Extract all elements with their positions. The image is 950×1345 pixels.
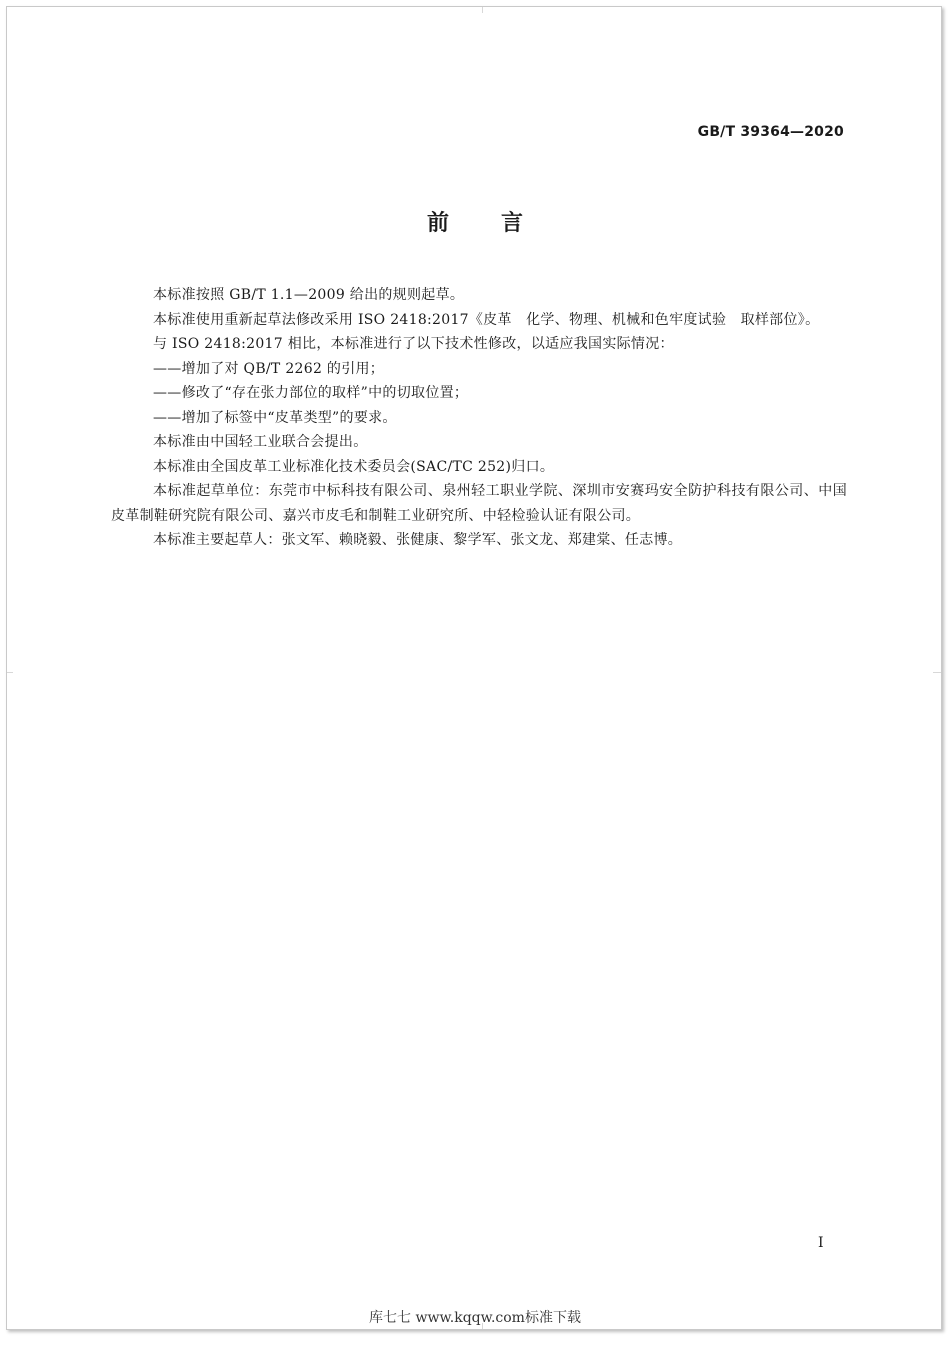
paragraph: 本标准按照 GB/T 1.1—2009 给出的规则起草。 bbox=[153, 287, 465, 303]
paragraph: 本标准起草单位：东莞市中标科技有限公司、泉州轻工职业学院、深圳市安赛玛安全防护科技有限公司、中国皮革制鞋研究院有限公司、嘉兴市皮毛和制鞋工业研究所、中轻检验认证有限公司。 bbox=[111, 483, 847, 524]
foreword-body bbox=[111, 283, 847, 553]
fold-mark-right bbox=[933, 672, 941, 673]
paragraph: 本标准使用重新起草法修改采用 ISO 2418:2017《皮革 化学、物理、机械和色牢度试验 取样部位》。 bbox=[153, 311, 820, 328]
fold-mark-top bbox=[482, 7, 483, 13]
paragraph: 与 ISO 2418:2017 相比，本标准进行了以下技术性修改，以适应我国实际情况： bbox=[153, 336, 674, 352]
list-item: ——增加了对 QB/T 2262 的引用； bbox=[153, 360, 385, 377]
paragraph: 本标准主要起草人：张文军、赖晓毅、张健康、黎学军、张文龙、郑建棠、任志博。 bbox=[153, 532, 683, 548]
list-item: ——修改了“存在张力部位的取样”中的切取位置； bbox=[153, 385, 469, 401]
page-title: 前言 bbox=[426, 211, 575, 236]
watermark-text: 库七七 www.kqqw.com标准下载 bbox=[369, 1310, 581, 1326]
fold-mark-left bbox=[7, 672, 13, 673]
standard-code: GB/T 39364—2020 bbox=[697, 124, 844, 140]
page-number: I bbox=[818, 1235, 824, 1251]
list-item: ——增加了标签中“皮革类型”的要求。 bbox=[153, 409, 397, 426]
document-page bbox=[6, 6, 942, 1330]
paragraph: 本标准由中国轻工业联合会提出。 bbox=[153, 434, 368, 450]
paragraph: 本标准由全国皮革工业标准化技术委员会(SAC/TC 252)归口。 bbox=[153, 458, 555, 475]
